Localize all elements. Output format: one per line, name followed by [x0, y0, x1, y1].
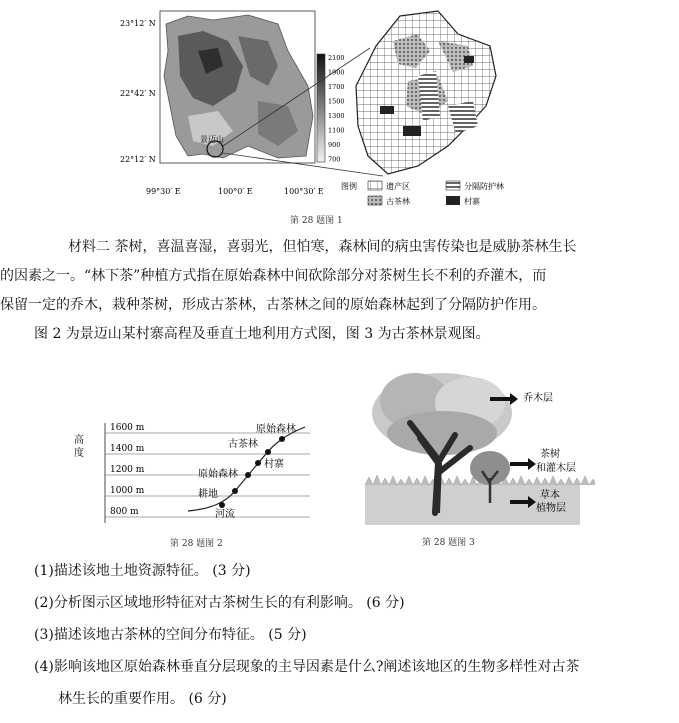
- elevation-scale-label: 1700: [328, 83, 345, 91]
- elevation-level-label: 1400 m: [110, 444, 145, 454]
- zone-label: 古茶林: [228, 439, 258, 450]
- lon-label: 100°30′ E: [284, 187, 324, 196]
- layer-label: 茶树 和灌木层: [536, 449, 576, 474]
- layer-label: 乔木层: [523, 393, 553, 404]
- zone-label: 耕地: [198, 489, 218, 500]
- legend-item: 遗产区: [386, 182, 410, 191]
- legend-swatch-village: [446, 196, 460, 205]
- question-1: (1)描述该地土地资源特征。 (3 分): [34, 563, 251, 579]
- place-label: 景迈山: [200, 135, 224, 144]
- material-line: 材料二 茶树，喜温喜湿，喜弱光，但怕寒，森林间的病虫害传染也是威胁茶林生长: [68, 239, 577, 255]
- elevation-scale-bar: [317, 54, 325, 162]
- elevation-level-label: 1200 m: [110, 465, 145, 475]
- material-paragraph: [0, 233, 654, 349]
- elevation-scale-label: 1900: [328, 68, 345, 77]
- elevation-scale-label: 1100: [328, 126, 345, 135]
- lon-label: 99°30′ E: [146, 187, 181, 196]
- material-line: 保留一定的乔木，栽种茶树，形成古茶林，古茶林之间的原始森林起到了分隔防护作用。: [0, 297, 546, 313]
- legend-swatch-buffer: [446, 181, 460, 190]
- figure-2: [70, 405, 320, 555]
- lat-label: 22°42′ N: [120, 89, 156, 98]
- question-2: (2)分析图示区域地形特征对古茶树生长的有利影响。 (6 分): [34, 595, 405, 611]
- lat-label: 22°12′ N: [120, 155, 156, 164]
- legend-swatch-tea: [368, 196, 382, 205]
- figure-caption: 第 28 题图 1: [290, 216, 343, 226]
- question-3: (3)描述该地古茶林的空间分布特征。 (5 分): [34, 627, 307, 643]
- elevation-level-label: 1600 m: [110, 423, 145, 433]
- elevation-level-label: 800 m: [110, 507, 139, 517]
- legend-swatch-heritage: [368, 181, 382, 190]
- lon-label: 100°0′ E: [218, 187, 253, 196]
- legend-title: 图例: [341, 182, 357, 191]
- material-line: 的因素之一。“林下茶”种植方式指在原始森林中间砍除部分对茶树生长不利的乔灌木，而: [0, 268, 547, 284]
- elevation-scale-label: 900: [328, 141, 341, 149]
- zone-label: 河流: [215, 509, 235, 520]
- zone-label: 原始森林: [256, 424, 296, 435]
- village-area: [403, 126, 421, 136]
- zone-label: 村寨: [264, 459, 284, 470]
- figure-3: [360, 363, 595, 558]
- elevation-scale-label: 2100: [328, 54, 345, 62]
- elevation-scale-label: 1300: [328, 112, 345, 120]
- material-line: 图 2 为景迈山某村寨高程及垂直土地利用方式图，图 3 为古茶林景观图。: [34, 326, 490, 342]
- elevation-scale-label: 1500: [328, 97, 345, 106]
- question-4-continued: 林生长的重要作用。 (6 分): [58, 691, 227, 707]
- legend-item: 古茶林: [386, 197, 410, 206]
- elevation-level-label: 1000 m: [110, 486, 145, 496]
- legend-item: 村寨: [464, 197, 480, 206]
- layer-label: 草本 植物层: [536, 490, 566, 514]
- figure-caption: 第 28 题图 2: [170, 539, 223, 549]
- elevation-scale-label: 700: [328, 155, 341, 164]
- figure-caption: 第 28 题图 3: [422, 538, 475, 548]
- lat-label: 23°12′ N: [120, 19, 156, 28]
- arrow-icon: [510, 458, 536, 470]
- zone-label: 原始森林: [198, 469, 238, 480]
- figure-1: [118, 6, 538, 236]
- question-4: (4)影响该地区原始森林垂直分层现象的主导因素是什么?阐述该地区的生物多样性对古茶: [34, 659, 580, 675]
- legend-item: 分隔防护林: [464, 182, 504, 191]
- y-axis-label: 高 度: [74, 435, 84, 459]
